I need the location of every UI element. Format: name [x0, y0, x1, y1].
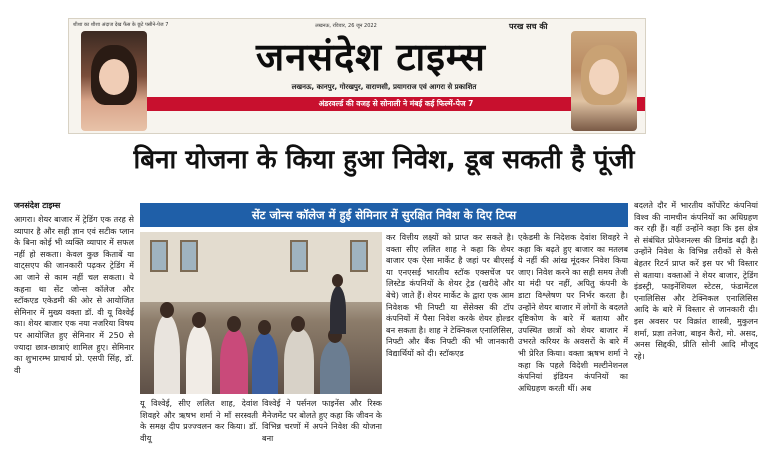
article-column-5: बदलते दौर में भारतीय कॉर्पोरेट कंपनियां विश्व की नामचीन कंपनियों का अधिग्रहण कर रही हैं। वहीं उन्होंने कहा कि इस क्षेत्र से संबंधित प्रोफेशनल्स की डिमांड बढ़ी है। उन्होंने निवेश के विभिन्न तरीकों से कैसे बेहतर रिटर्न प्राप्त करें इस पर भी विस्तार से बताया। वक्ताओं ने शेयर बाजार, ट्रेडिंग इंडस्ट्री, फाइनेंशियल स्टेटस, फंडामेंटल एनालिसिस और टेक्निकल एनालिसिस आदि के बारे में विस्तार से जानकारी दी। इस अवसर पर विक्रांत शास्त्री, मुकुलन शर्मा, प्रज्ञा तनेजा, बाइन कैरो, मो. असद, अनस सिद्दकी, प्रीति सोनी आदि मौजूद रहे।	[634, 200, 758, 361]
newspaper-title: जनसंदेश टाइम्स	[256, 35, 486, 79]
article-headline: बिना योजना के किया हुआ निवेश, डूब सकती है पूंजी	[133, 145, 635, 175]
article-column-3: कर वित्तीय लक्ष्यों को प्राप्त कर सकते है। वक्ता सीए ललित शाह ने कहा कि शेयर बाजार एक ऐसा मार्केट है जहां पर बीएसई या एनएसई भारतीय स्टॉक एक्सचेंज पर लिस्टेड कंपनियों के शेयर ट्रेड (खरीदे और बेचे) जाते हैं। शेयर मार्केट के द्वारा एक आम निवेशक भी निफ्टी या सेंसेक्स की टॉप कंपनियों में पैसा निवेश करके शेयर होल्डर बन सकता है। शाह ने टेक्निकल एनालिसिस, निफ्टी और बैंक निफ्टी की भी जानकारी विद्यार्थियों को दी। स्टॉकएड	[386, 232, 514, 358]
masthead-tagline: परख सच की	[509, 22, 548, 31]
masthead-dateline: लखनऊ, रविवार, 26 जून 2022	[315, 23, 377, 29]
masthead-promo-strip: अंडरवर्ल्ड की वजह से सोनाली ने मंबई कई फिल्में-पेज 7	[147, 97, 645, 111]
actress-photo-right	[571, 31, 637, 131]
seminar-photo	[140, 232, 382, 394]
article-column-2b: विश्वेई ने पर्सनल फाइनेंस और रिस्क मैनेजमेंट पर बोलते हुए कहा कि जीवन के विभिन्न चरणों में अपने निवेश की योजना बना	[262, 398, 382, 443]
masthead-promo-left: शीशा का शीशा अंदाज देख फैंस के छूटे पसीने-पेज 7	[73, 22, 169, 28]
article-column-1: आगरा। शेयर बाजार में ट्रेडिंग एक तरह से व्यापार है और सही ज्ञान एवं सटीक प्लान के बिना कोई भी व्यक्ति व्यापार में सफल नहीं हो सकता। केवल कुछ किताबें या वाट्सएप की जानकारी पढ़कर ट्रेडिंग में आ जाने से काम नहीं चल सकता। ये कहना था सेंट जोन्स कॉलेज और स्टॉकएड एकेडमी की ओर से आयोजित सेमिनार में मुख्य वक्ता डॉ. वी यू विश्वेई का। शेयर बाजार एक नया नजरिया विषय पर आयोजित हुए सेमिनार में 250 से ज्यादा छात्र-छात्राएं शामिल हुए। सेमिनार का शुभारम्भ प्राचार्य प्रो. एसपी सिंह, डॉ. वी	[14, 214, 134, 375]
article-column-4: एकेडमी के निदेशक देवांश शिवहरे ने कहा कि बढ़ते हुए बाजार का मतलब ये नहीं की आंख मूंदकर निवेश किया जाए। निवेश करने का सही समय तेजी या मंदी पर नहीं, अपितु कंपनी के डाटा विश्लेषण पर निर्भर करता है। उन्होंने शेयर बाजार में लोगों के बदलते दृष्टिकोण के बारे में बताया और उपस्थित छात्रों को शेयर बाजार में उभरते करियर के अवसरों के बारे में भी प्रेरित किया। वक्ता ऋषभ शर्मा ने कहा कि पहले विदेशी मल्टीनेशनल कंपनियां इंडियन कंपनियों का अधिग्रहण करती थीं। अब	[518, 232, 628, 393]
newspaper-masthead	[68, 18, 646, 134]
masthead-cities: लखनऊ, कानपुर, गोरखपुर, वाराणसी, प्रयागराज एवं आगरा से प्रकाशित	[291, 83, 477, 91]
article-byline: जनसंदेश टाइम्स	[14, 201, 61, 210]
article-subheadline: सेंट जोन्स कॉलेज में हुई सेमिनार में सुरक्षित निवेश के दिए टिप्स	[140, 203, 628, 227]
actress-photo-left	[81, 31, 147, 131]
article-column-2a: यू विश्वेई, सीए ललित शाह, देवांश शिवहरे और ऋषभ शर्मा ने माँ सरस्वती के समक्ष दीप प्रज्ज्वलन कर किया। डॉ. वीयू	[140, 398, 258, 443]
